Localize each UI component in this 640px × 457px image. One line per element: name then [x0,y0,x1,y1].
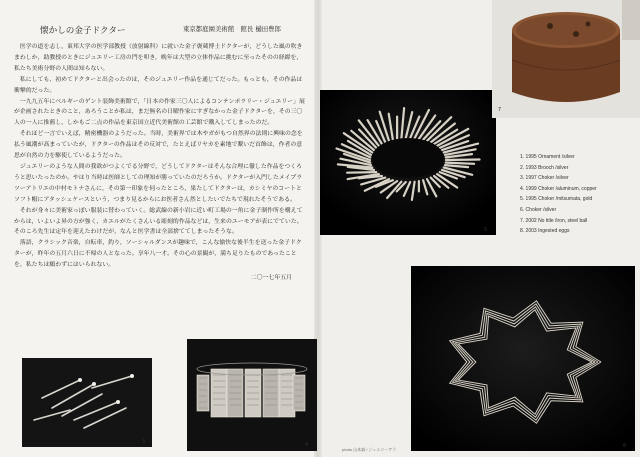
paragraph: 医学の道を志し，東邦大学の医学部教授（放射線科）に就いた金子褒蔵博士ドクターが，どうした風の吹きまわしか，助教授のときにジュエリー工房の門を叩き，晩年は大型の立体作品に挑むに至ったそのの経緯を，私たち美術分野の人間は知らない。 [14,44,303,72]
paragraph: 私にしても，初めてドクターと出会ったのは，そのジュエリー作品を通じてだった。もっとも，その作品は衝撃的だった。 [14,76,303,94]
paragraph: 落語，クラシック音楽，自転車，釣り，ソーシャルダンスが趣味で，こんな愉快な後半生を送った金子ドクターが，昨年の五月六日に不帰の人となった。享年八一才。その心の景観が，満ち足りたものであったことを，私たちは願わずにはいられない。 [14,240,302,269]
photo-panel-bracelet [187,339,317,451]
photo-iron-drum [492,0,640,118]
photo-number: 5 [484,228,488,233]
photo-number: 4 [305,443,309,448]
photo-number: 7 [498,108,502,113]
article-title: 懐かしの金子ドクター [40,26,126,36]
caption-item: 4. 1999 Choker /aluminum, copper [520,185,597,192]
twig-stick [446,163,474,164]
article-body [14,42,306,284]
zigzag-necklace-illustration [411,266,635,451]
photo-silver-rods [22,358,152,447]
twig-stick [347,172,376,173]
photo-twig-collar [320,90,496,235]
bracelet-panel [197,375,209,411]
caption-item: 6. Choker /silver [520,206,557,213]
caption-item: 7. 2002 No title /iron, steel ball [520,217,588,224]
paragraph: 一九九五年にベルギーのゲント装飾美術館で，「日本の作家三〇人によるコンテンポラリー・ジュエリー」展が企画されたときのこと，あろうことか私は，まだ無名の日曜作家にすぎなかった金子ドクターを，その三〇人の一人に推薦し，しかもご二点の作品を東京国立近代美術館の工芸館で購入してしまったのだ。 [14,98,305,127]
article-date: 二〇一七年五月 [250,275,292,282]
caption-list [520,152,597,237]
caption-item: 5. 1995 Choker /mitsumata, gold [520,196,593,203]
paragraph: それが身々に美術家っぽい服装に替わっていく。総武線の新小岩に近い町工場の一角に金子制作所を構えてからは，いよいよ昇の方が強く，カエルがたくさんいる彫刻的作品などは，生来のユーモアが表にでていた。そのころ先生は定年を迎えたわけだが，なんと医学書は全部捨ててしまったそうな。 [14,207,303,236]
caption-item: 1. 1995 Ornament /silver [520,154,575,160]
caption-item: 3. 1997 Choker /silver [520,175,569,182]
paragraph: それほど一言でいえば，精密機器のようだった。当時，美術界では木やガがもつ自然界の法則に興味の念を払う風潮が高まっていたが，ドクターの作品はその反対で，たとえばリヤカを素地で繋いだ首飾は，作者の意思が自然の力を駆使しているようだった。 [14,131,303,160]
caption-item: 2. 1993 Brooch /silver [520,164,569,171]
panel-bracelet-illustration [187,339,317,451]
photo-number: 3 [142,440,146,445]
article-byline: 東京都庭園美術館 館長 樋田豊郎 [183,25,281,33]
photo-credit: photo 山本誠 / ジュエリーアラ [342,447,397,452]
iron-drum-illustration [492,0,640,118]
bracelet-panel [293,375,305,411]
twig-stick [446,160,480,161]
photo-zigzag-necklace [411,266,635,451]
photo-number: 8 [623,444,627,449]
paragraph: ジュエリーのような人間の我欲がつよくでる分野で，どうしてドクターはそんな合理に徹した作品をつくろうと思いたったのか。やはり当時は医師としての理知が勝っていたのだろうか。ドクターが入門したメイプラツーアトリエの中村モトナさんに，その第一印象を伺ったところ，果たしてドクターは，カシミヤのコートとソフト帽にアタッシェケースという，つまり見るからにお医者さん然としたいでたちで現れたそうである。 [14,163,303,203]
twig-collar-illustration [320,90,496,235]
caption-item: 8. 2003 Ingested eggs [520,228,570,235]
silver-rods-illustration [22,358,152,447]
